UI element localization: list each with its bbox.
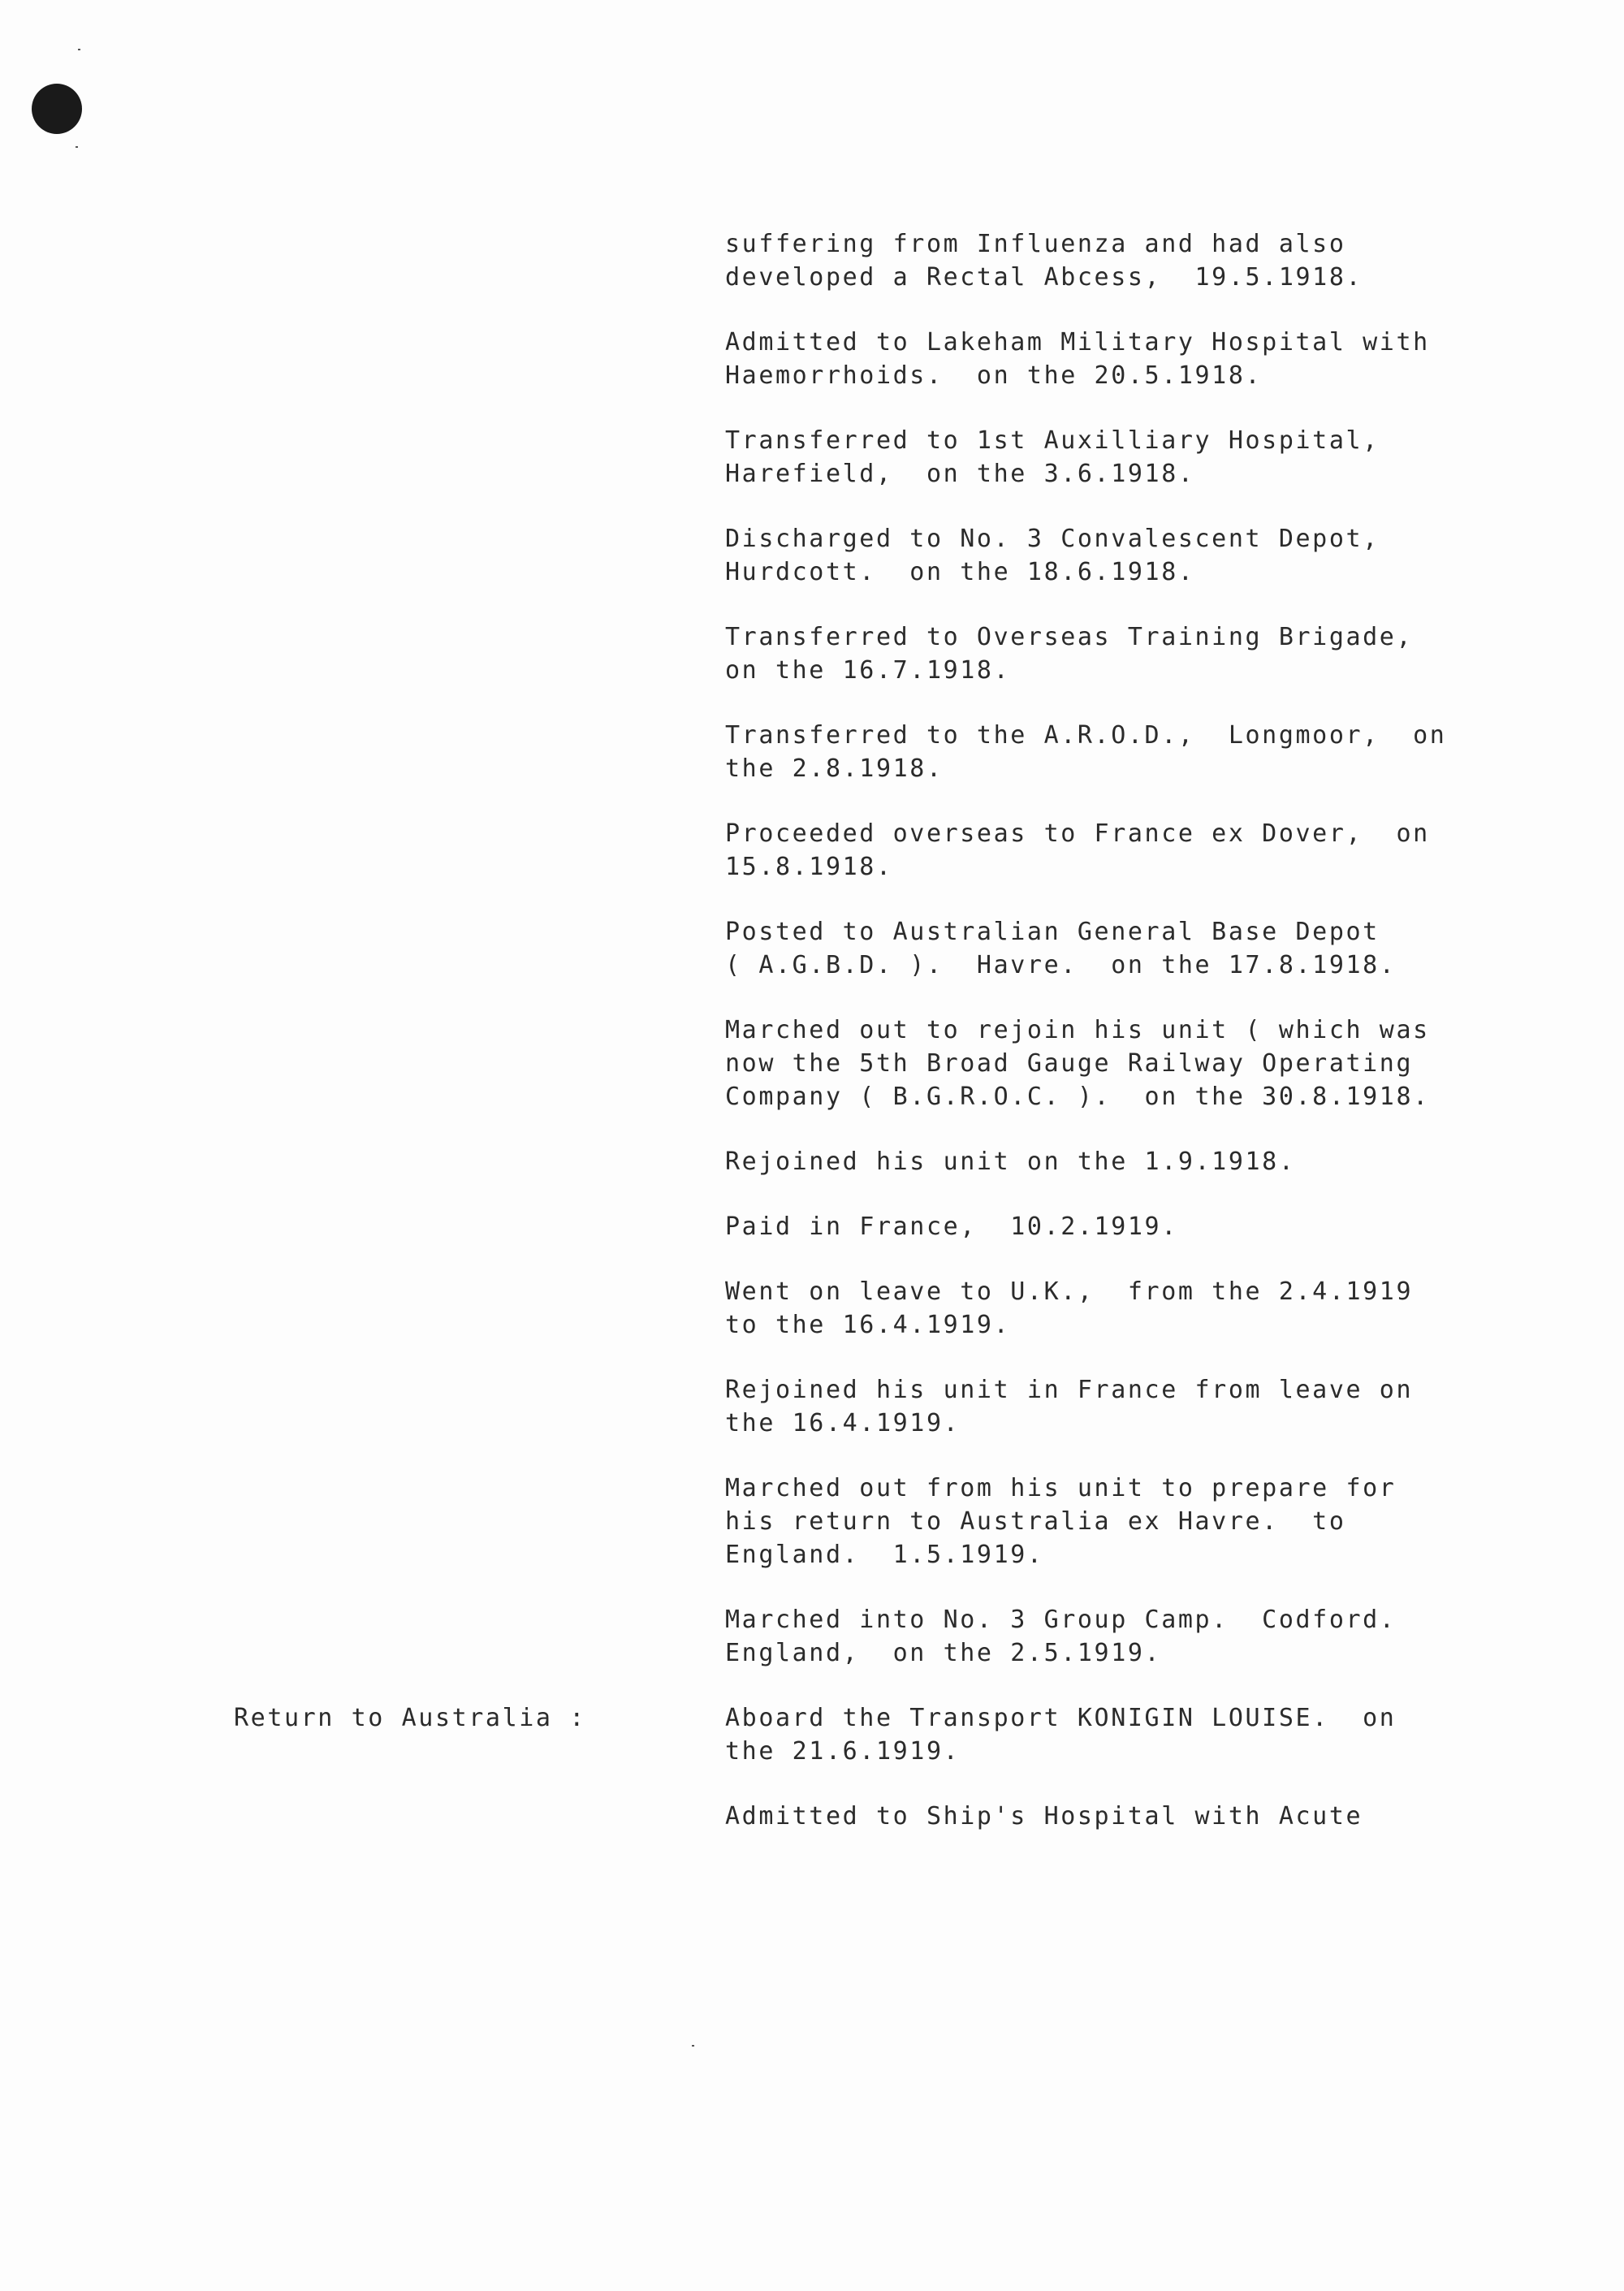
record-entry-line: Admitted to Ship's Hospital with Acute [725, 1802, 1363, 1831]
record-entry-line: Discharged to No. 3 Convalescent Depot, [725, 525, 1380, 553]
record-entry [725, 227, 1586, 294]
record-entry-line: Hurdcott. on the 18.6.1918. [725, 558, 1195, 586]
record-entry-line: Marched out from his unit to prepare for [725, 1474, 1397, 1502]
section-label-return-to-australia: Return to Australia : [234, 1704, 586, 1732]
record-entry-line: Company ( B.G.R.O.C. ). on the 30.8.1918. [725, 1083, 1430, 1111]
record-entry-line: the 2.8.1918. [725, 754, 944, 783]
record-entry-line: Posted to Australian General Base Depot [725, 918, 1380, 946]
record-entry [725, 1373, 1586, 1440]
record-entry [725, 1014, 1586, 1113]
record-entry [725, 424, 1586, 491]
record-entry [725, 1701, 1586, 1768]
record-entry-line: Rejoined his unit in France from leave on [725, 1376, 1414, 1404]
record-entry-line: Marched out to rejoin his unit ( which was [725, 1016, 1430, 1044]
record-entry-line: now the 5th Broad Gauge Railway Operating [725, 1049, 1414, 1078]
record-entry-line: Proceeded overseas to France ex Dover, on [725, 819, 1430, 848]
record-entry [725, 915, 1586, 982]
service-record-entries [725, 227, 1586, 1865]
record-entry-line: Paid in France, 10.2.1919. [725, 1213, 1178, 1241]
record-entry-line: his return to Australia ex Havre. to [725, 1507, 1346, 1536]
record-entry-line: Admitted to Lakeham Military Hospital with [725, 328, 1430, 357]
record-entry [725, 326, 1586, 392]
record-entry [725, 719, 1586, 785]
page-speck [76, 146, 78, 148]
record-entry-line: 15.8.1918. [725, 853, 893, 881]
record-entry [725, 1210, 1586, 1243]
record-entry-line: ( A.G.B.D. ). Havre. on the 17.8.1918. [725, 951, 1397, 979]
record-entry-line: Transferred to Overseas Training Brigade, [725, 623, 1414, 651]
record-entry-line: Marched into No. 3 Group Camp. Codford. [725, 1606, 1397, 1634]
record-entry [725, 1800, 1586, 1833]
record-entry [725, 620, 1586, 687]
record-entry-line: Transferred to 1st Auxilliary Hospital, [725, 426, 1380, 455]
page-speck [692, 2045, 694, 2047]
record-entry-line: England, on the 2.5.1919. [725, 1639, 1162, 1667]
record-entry-line: England. 1.5.1919. [725, 1541, 1044, 1569]
record-entry-line: the 21.6.1919. [725, 1737, 961, 1766]
record-entry [725, 817, 1586, 884]
record-entry-line: the 16.4.1919. [725, 1409, 961, 1437]
record-entry-line: Haemorrhoids. on the 20.5.1918. [725, 361, 1263, 390]
record-entry-line: to the 16.4.1919. [725, 1311, 1011, 1339]
record-entry-line: Harefield, on the 3.6.1918. [725, 460, 1195, 488]
record-entry-line: suffering from Influenza and had also [725, 230, 1346, 258]
record-entry [725, 1603, 1586, 1670]
record-entry-line: Rejoined his unit on the 1.9.1918. [725, 1148, 1296, 1176]
record-entry-line: developed a Rectal Abcess, 19.5.1918. [725, 263, 1363, 292]
record-entry-line: Aboard the Transport KONIGIN LOUISE. on [725, 1704, 1397, 1732]
record-entry [725, 522, 1586, 589]
record-entry [725, 1472, 1586, 1571]
page-speck [78, 49, 80, 50]
record-entry [725, 1145, 1586, 1178]
record-entry-line: on the 16.7.1918. [725, 656, 1011, 685]
record-entry-line: Went on leave to U.K., from the 2.4.1919 [725, 1277, 1414, 1306]
punch-hole [32, 84, 82, 134]
record-entry [725, 1275, 1586, 1342]
record-entry-line: Transferred to the A.R.O.D., Longmoor, on [725, 721, 1447, 750]
